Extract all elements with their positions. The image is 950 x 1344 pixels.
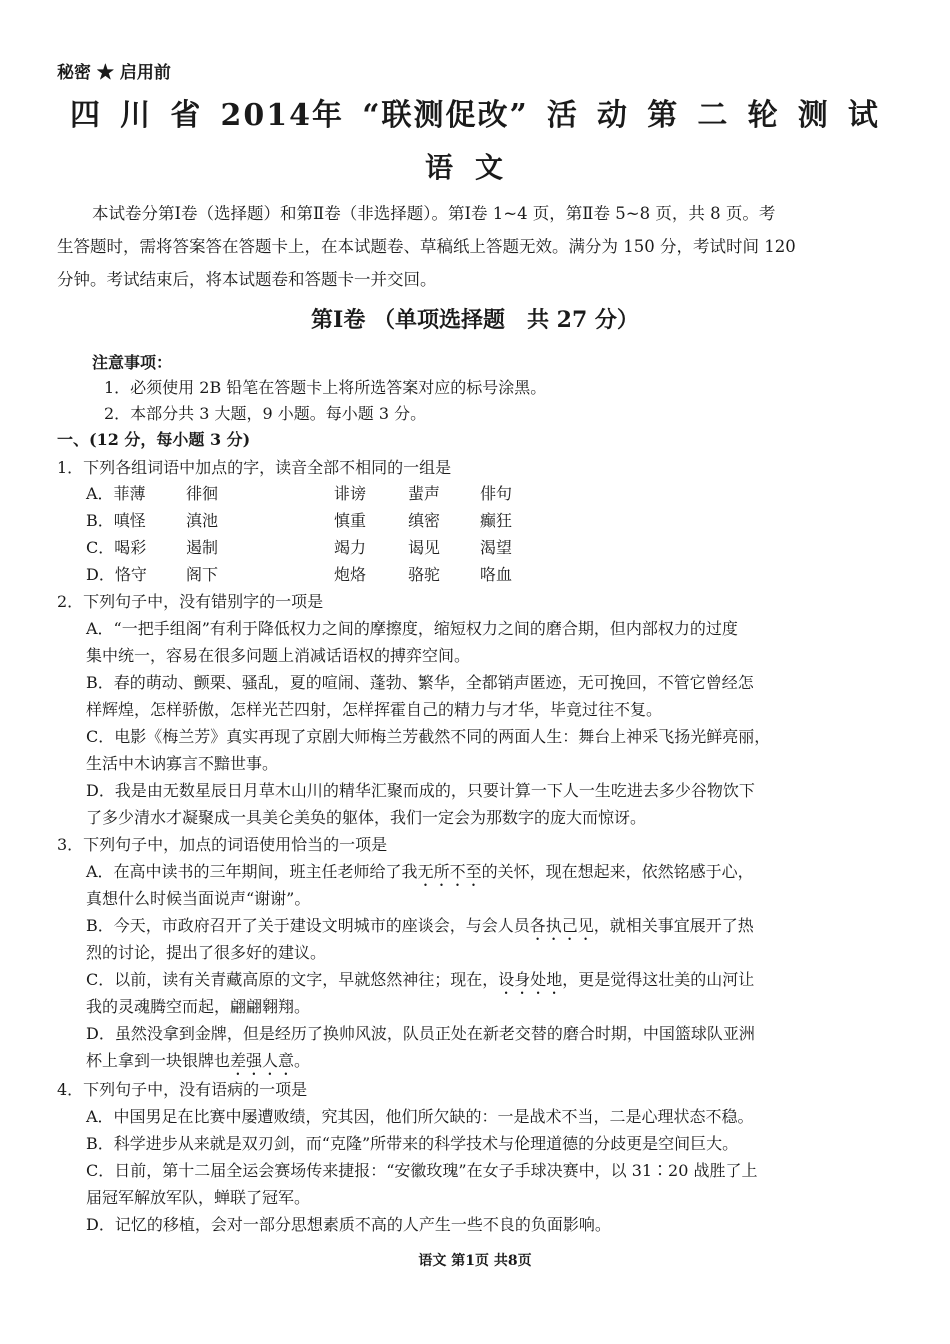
question-stem: 1．下列各组词语中加点的字，读音全部不相同的一组是: [57, 458, 452, 477]
option-word: 阁下: [186, 565, 219, 584]
section-header: 第Ⅰ卷 （单项选择题 共 27 分）: [311, 307, 639, 333]
title-char: 测: [797, 98, 830, 133]
notice-item: 1．必须使用 2B 铅笔在答题卡上将所选答案对应的标号涂黑。: [104, 378, 547, 397]
text-run: 。: [294, 1051, 311, 1070]
option-word: 诽谤: [334, 484, 367, 503]
question-stem: 4．下列句子中，没有语病的一项是: [57, 1080, 308, 1099]
option-line: 样辉煌，怎样骄傲，怎样光芒四射，怎样挥霍自己的精力与才华，毕竟过往不复。: [86, 700, 663, 719]
q1-option-row: [86, 562, 512, 585]
notice-item: 2．本部分共 3 大题，9 小题。每小题 3 分。: [104, 404, 427, 423]
option-line: A．“一把手组阁”有利于降低权力之间的摩擦度，缩短权力之间的磨合期，但内部权力的过度: [86, 619, 738, 638]
option-word: 滇池: [186, 511, 219, 530]
text-run: 的关怀，现在想起来，依然铭感于心，: [481, 862, 754, 881]
title-char: 动: [597, 98, 630, 133]
q1-option-row: [86, 508, 512, 531]
dotted-term: 差强人意: [230, 1051, 295, 1070]
intro-line: 分钟。考试结束后，将本试题卷和答题卡一并交回。: [57, 270, 437, 289]
title-char: 四: [70, 98, 102, 133]
option-line: B．春的萌动、颤栗、骚乱，夏的喧闹、蓬勃、繁华，全都销声匿迹，无可挽回，不管它曾经怎: [86, 673, 754, 692]
intro-line: 本试卷分第Ⅰ卷（选择题）和第Ⅱ卷（非选择题）。第Ⅰ卷 1~4 页，第Ⅱ卷 5~8 页，共 8 页。考: [92, 204, 776, 223]
option-line: D．记忆的移植，会对一部分思想素质不高的人产生一些不良的负面影响。: [86, 1215, 611, 1234]
title-char: 轮: [747, 98, 780, 133]
part-header: 一、(12 分，每小题 3 分): [57, 430, 251, 449]
text-run: C．以前，读有关青藏高原的文字，早就悠然神往；现在，: [86, 970, 499, 989]
dotted-term: 各执己见: [529, 916, 594, 935]
q1-option-row: [86, 535, 512, 558]
option-line: 我的灵魂腾空而起，翩翩翱翔。: [86, 997, 311, 1016]
q1-option-row: [86, 481, 512, 504]
exam-title: [70, 90, 880, 134]
text-run: A．在高中读书的三年期间，班主任老师给了我: [86, 862, 418, 881]
intro-line: 生答题时，需将答案答在答题卡上，在本试题卷、草稿纸上答题无效。满分为 150 分，考试时间 120: [57, 237, 796, 256]
option-word: B．嗔怪: [86, 511, 146, 530]
dotted-term: 设身处地: [498, 970, 563, 989]
option-word: 竭力: [334, 538, 367, 557]
option-line: 生活中木讷寡言不黯世事。: [86, 754, 279, 773]
title-char: 试: [847, 98, 880, 133]
option-word: 蜚声: [408, 484, 441, 503]
option-word: 癫狂: [480, 511, 513, 530]
text-run: ，就相关事宜展开了热: [593, 916, 754, 935]
option-line: 了多少清水才凝聚成一具美仑美奂的躯体，我们一定会为那数字的庞大而惊讶。: [86, 808, 647, 827]
subject-title: 语文: [424, 151, 525, 184]
text-run: B．今天，市政府召开了关于建设文明城市的座谈会，与会人员: [86, 916, 530, 935]
text-run: 杯上拿到一块银牌也: [86, 1051, 231, 1070]
title-char: 川: [120, 98, 153, 133]
option-line: A．中国男足在比赛中屡遭败绩，究其因，他们所欠缺的：一是战术不当，二是心理状态不稳。: [86, 1107, 754, 1126]
option-line: 集中统一，容易在很多问题上消减话语权的搏弈空间。: [86, 646, 471, 665]
notice-title: 注意事项：: [92, 353, 173, 372]
option-word: 徘徊: [186, 484, 219, 503]
option-word: 缜密: [408, 511, 441, 530]
option-line: 真想什么时候当面说声“谢谢”。: [86, 889, 311, 908]
option-line: D．我是由无数星辰日月草木山川的精华汇聚而成的，只要计算一下人一生吃进去多少谷物饮下: [86, 781, 755, 800]
title-char: 活: [546, 98, 579, 133]
option-line: D．虽然没拿到金牌，但是经历了换帅风波，队员正处在新老交替的磨合时期，中国篮球队亚洲: [86, 1024, 755, 1043]
option-line: C．电影《梅兰芳》真实再现了京剧大师梅兰芳截然不同的两面人生：舞台上神采飞扬光鲜亮丽，: [86, 727, 771, 746]
title-char: 第: [647, 98, 680, 133]
option-word: 炮烙: [334, 565, 367, 584]
option-line: C．日前，第十二届全运会赛场传来捷报：“安徽玫瑰”在女子手球决赛中，以 31∶20 战胜了上: [86, 1161, 758, 1180]
question-stem: 2．下列句子中，没有错别字的一项是: [57, 592, 324, 611]
option-word: D．恪守: [86, 565, 147, 584]
option-word: 谒见: [408, 538, 441, 557]
confidential-label: 秘密 ★ 启用前: [57, 63, 171, 83]
option-word: 俳句: [480, 484, 513, 503]
title-char: 省: [170, 98, 203, 133]
title-char: “联测促改”: [362, 98, 529, 133]
option-word: 咯血: [480, 565, 513, 584]
option-word: 骆驼: [408, 565, 441, 584]
dotted-term: 无所不至: [417, 862, 482, 881]
title-char: 二: [697, 98, 730, 133]
option-word: C．喝彩: [86, 538, 147, 557]
option-line: 届冠军解放军队，蝉联了冠军。: [86, 1188, 311, 1207]
option-line: [86, 1048, 310, 1079]
text-run: ，更是觉得这壮美的山河让: [562, 970, 755, 989]
option-word: A．菲薄: [86, 484, 146, 503]
option-line: 烈的讨论，提出了很多好的建议。: [86, 943, 327, 962]
option-word: 渴望: [480, 538, 513, 557]
option-line: B．科学进步从来就是双刃剑，而“克隆”所带来的科学技术与伦理道德的分歧更是空间巨大。: [86, 1134, 739, 1153]
title-char: 2014年: [220, 98, 345, 133]
option-word: 遏制: [186, 538, 219, 557]
question-stem: 3．下列句子中，加点的词语使用恰当的一项是: [57, 835, 388, 854]
page-footer: 语文 第1页 共8页: [418, 1253, 532, 1269]
option-word: 慎重: [334, 511, 367, 530]
